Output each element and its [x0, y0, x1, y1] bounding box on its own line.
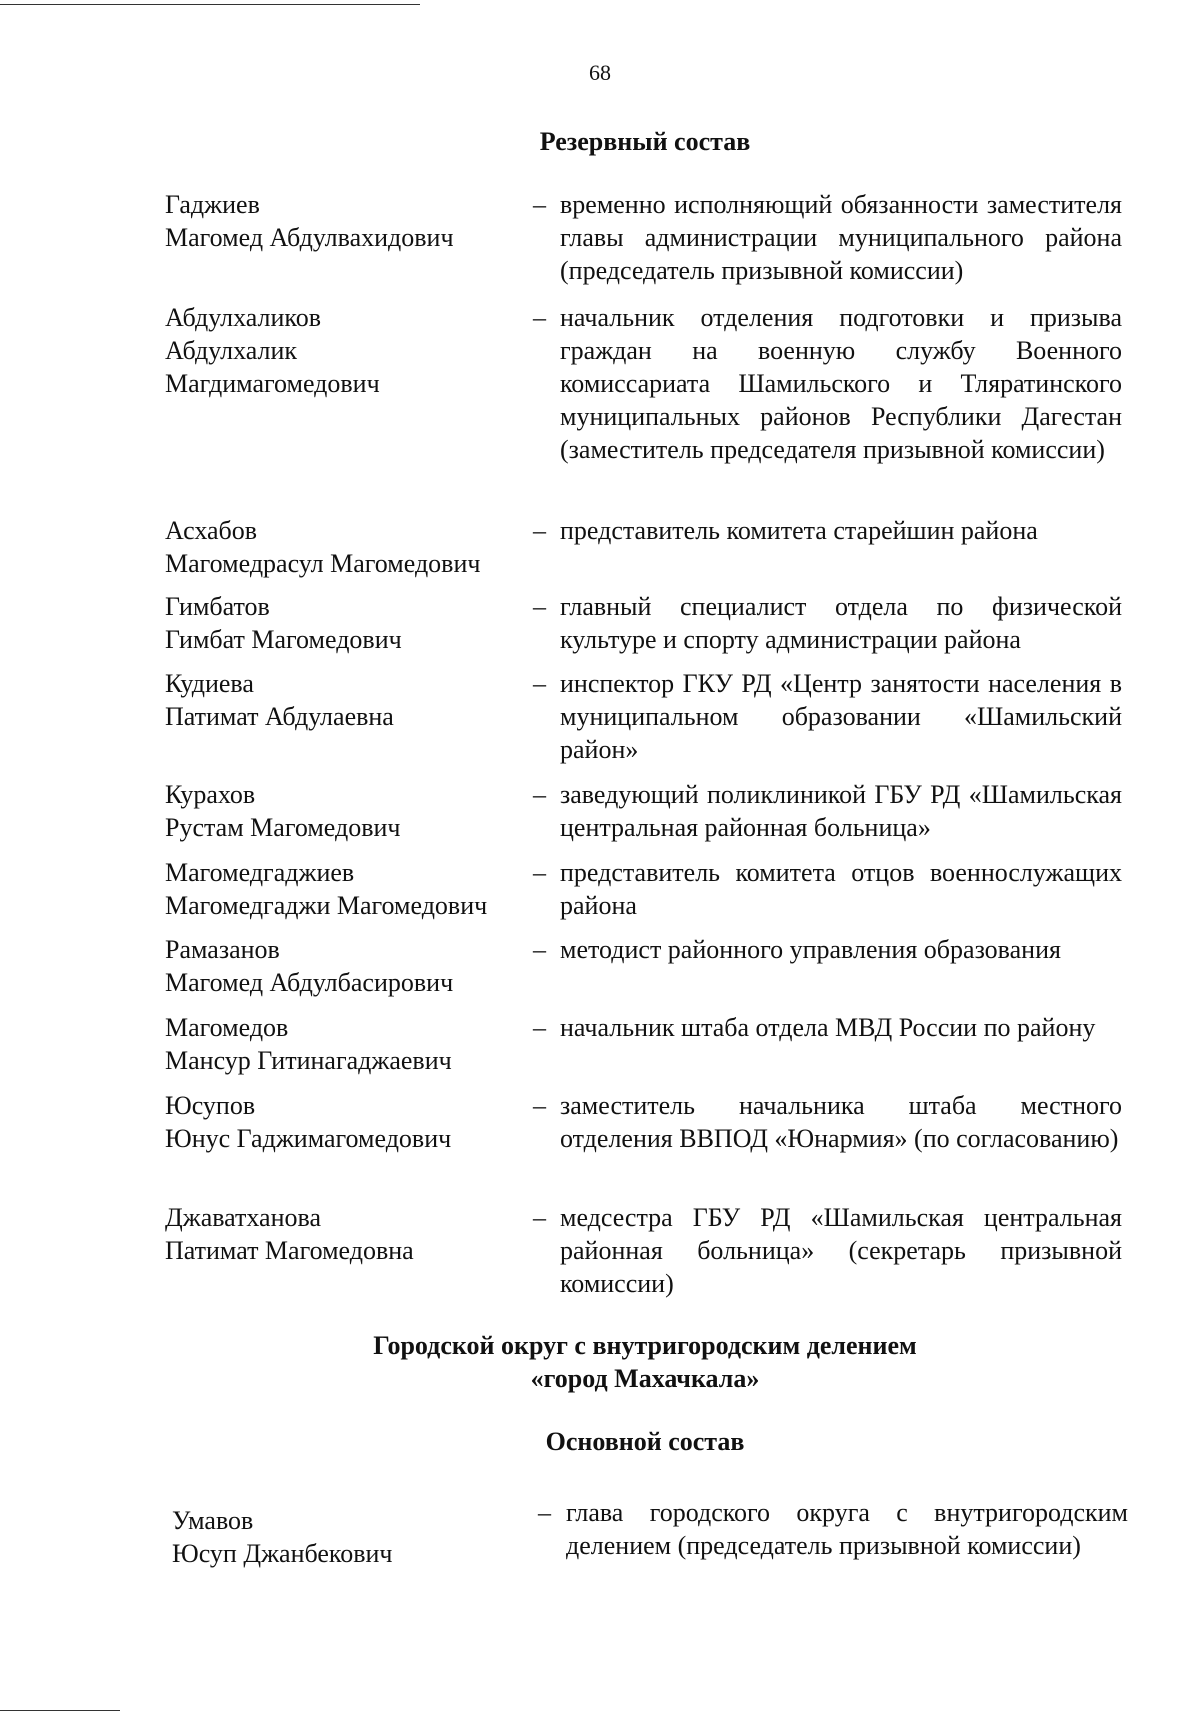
member-role: представитель комитета старейшин района — [560, 516, 1038, 545]
member-role: начальник отделения подготовки и призыва граждан на военную службу Военного комиссариата Шамильского и Тляратинского муниципальных районов Республики Дагестан (заместитель председателя призывной комиссии) — [560, 303, 1122, 464]
member-name: Абдулхаликов Абдулхалик Магдимагомедович — [165, 303, 380, 398]
member-name: Гимбатов Гимбат Магомедович — [165, 592, 402, 654]
member-name: Асхабов Магомедрасул Магомедович — [165, 516, 481, 578]
member-role: заместитель начальника штаба местного отделения ВВПОД «Юнармия» (по согласованию) — [560, 1091, 1122, 1153]
member-role: главный специалист отдела по физической культуре и спорту администрации района — [560, 592, 1122, 654]
heading-district-line1: Городской округ с внутригородским делением — [373, 1331, 917, 1360]
member-role: временно исполняющий обязанности заместителя главы администрации муниципального района (председатель призывной комиссии) — [560, 190, 1122, 285]
member-name: Гаджиев Магомед Абдулвахидович — [165, 190, 454, 252]
member-role: глава городского округа с внутригородским делением (председатель призывной комиссии) — [566, 1498, 1128, 1560]
member-name: Юсупов Юнус Гаджимагомедович — [165, 1091, 452, 1153]
member-role: инспектор ГКУ РД «Центр занятости населения в муниципальном образовании «Шамильский район» — [560, 669, 1122, 764]
heading-main: Основной состав — [545, 1427, 745, 1456]
member-name: Рамазанов Магомед Абдулбасирович — [165, 935, 454, 997]
heading-reserve: Резервный состав — [539, 127, 751, 156]
member-role: медсестра ГБУ РД «Шамильская центральная районная больница» (секретарь призывной комиссии) — [560, 1203, 1122, 1298]
scan-edge-bottom — [0, 1710, 120, 1711]
member-name: Джаватханова Патимат Магомедовна — [165, 1203, 414, 1265]
member-role: заведующий поликлиникой ГБУ РД «Шамильская центральная районная больница» — [560, 780, 1122, 842]
page-number: 68 — [589, 60, 611, 85]
member-role: представитель комитета отцов военнослужащих района — [560, 858, 1122, 920]
heading-district-line2: «город Махачкала» — [530, 1364, 760, 1393]
member-name: Курахов Рустам Магомедович — [165, 780, 401, 842]
member-role: начальник штаба отдела МВД России по району — [560, 1013, 1096, 1042]
member-name: Кудиева Патимат Абдулаевна — [165, 669, 394, 731]
member-role: методист районного управления образования — [560, 935, 1061, 964]
member-name: Умавов Юсуп Джанбекович — [172, 1506, 393, 1568]
member-name: Магомедгаджиев Магомедгаджи Магомедович — [165, 858, 488, 920]
member-name: Магомедов Мансур Гитинагаджаевич — [165, 1013, 452, 1075]
scan-edge-top — [0, 4, 420, 5]
